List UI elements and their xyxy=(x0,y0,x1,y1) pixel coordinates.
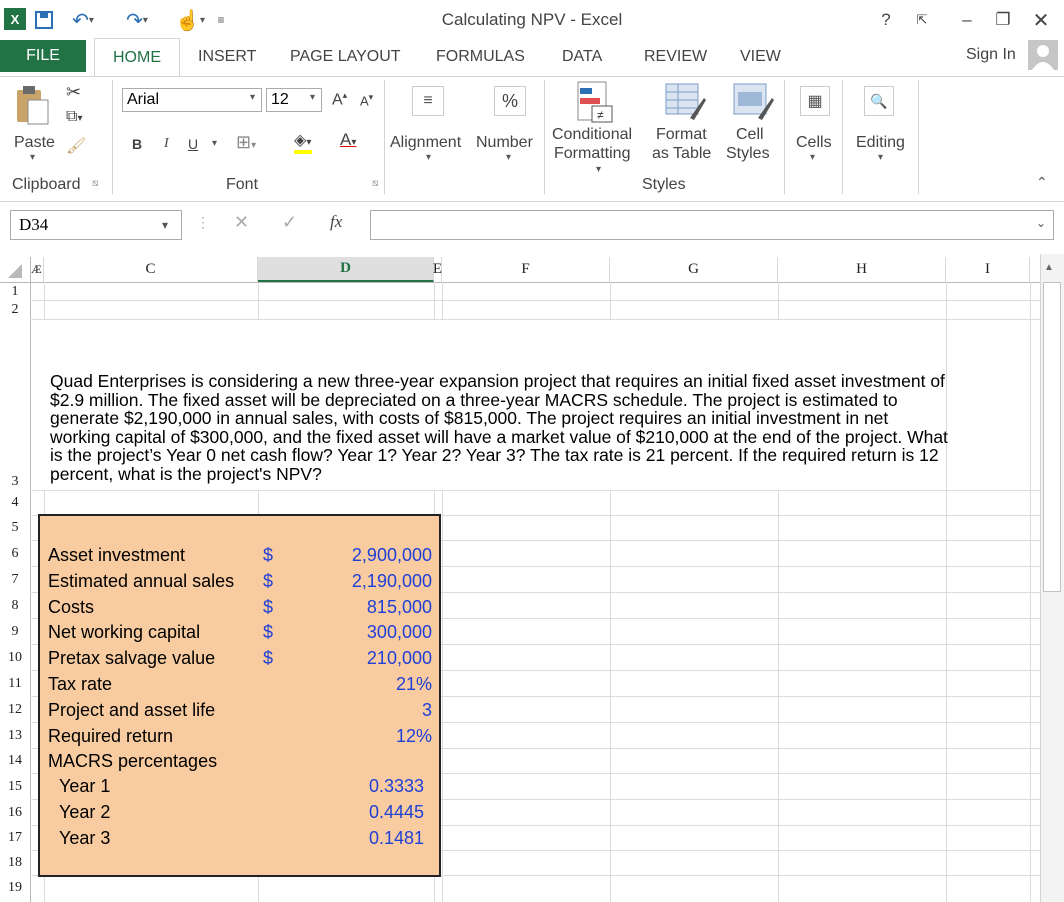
column-header-f[interactable]: F xyxy=(442,257,610,282)
touch-mode-icon[interactable]: ☝ ▾ xyxy=(175,9,205,32)
input-value[interactable]: 0.3333 xyxy=(368,776,424,796)
format-as-table-line1[interactable]: Format xyxy=(656,126,707,143)
separator xyxy=(784,80,785,194)
ribbon-display-options-icon[interactable]: ⇱ xyxy=(916,12,928,27)
row-header[interactable]: 12 xyxy=(8,701,22,717)
fill-color-bar xyxy=(294,150,312,154)
conditional-formatting-line2[interactable]: Formatting xyxy=(554,145,631,162)
paste-dropdown-icon[interactable]: ▾ xyxy=(30,152,36,163)
expand-formula-bar-icon[interactable]: ⌄ xyxy=(1036,216,1047,230)
cell-styles-line2[interactable]: Styles xyxy=(726,145,770,162)
separator xyxy=(842,80,843,194)
row-header-border xyxy=(30,257,31,902)
input-label[interactable]: Project and asset life xyxy=(48,700,216,720)
input-value[interactable]: 0.1481 xyxy=(368,828,424,848)
cut-icon[interactable]: ✂ xyxy=(66,82,82,102)
paste-icon[interactable] xyxy=(14,84,50,126)
row-header[interactable]: 18 xyxy=(8,855,22,870)
minimize-button[interactable]: – xyxy=(962,10,972,29)
column-header-g[interactable]: G xyxy=(610,257,778,282)
cell-styles-icon[interactable] xyxy=(732,82,774,122)
fill-color-icon[interactable]: ◈▾ xyxy=(294,132,312,149)
grid-line xyxy=(30,300,1040,301)
tab-data[interactable]: DATA xyxy=(562,48,603,65)
underline-button[interactable]: U xyxy=(188,136,199,152)
input-label[interactable]: Year 1 xyxy=(59,776,111,796)
user-avatar-icon[interactable] xyxy=(1028,40,1058,70)
help-button[interactable]: ? xyxy=(881,10,891,29)
group-label-styles: Styles xyxy=(642,176,686,193)
input-label[interactable]: Year 3 xyxy=(59,828,111,848)
row-header[interactable]: 4 xyxy=(11,495,19,510)
column-header-e[interactable]: E xyxy=(434,257,442,282)
increase-font-size-icon[interactable]: A▴ xyxy=(332,90,348,109)
decrease-font-size-icon[interactable]: A▾ xyxy=(360,92,374,109)
number-button[interactable]: Number xyxy=(476,134,533,151)
conditional-formatting-icon[interactable] xyxy=(576,80,616,126)
column-header-border xyxy=(0,282,1040,283)
tab-home[interactable]: HOME xyxy=(94,38,180,77)
editing-icon[interactable]: 🔍 xyxy=(864,86,894,116)
tab-formulas[interactable]: FORMULAS xyxy=(436,48,525,65)
tab-page-layout[interactable]: PAGE LAYOUT xyxy=(290,48,401,65)
input-value[interactable]: 0.4445 xyxy=(368,802,424,822)
input-value[interactable]: 3 xyxy=(421,700,432,720)
paste-button[interactable]: Paste xyxy=(14,134,55,151)
row-header[interactable]: 6 xyxy=(11,545,19,561)
currency-symbol: $ xyxy=(263,622,274,642)
column-header-b[interactable]: Æ xyxy=(30,257,44,282)
input-label[interactable]: Net working capital xyxy=(48,622,201,642)
editing-dropdown-icon[interactable]: ▾ xyxy=(878,152,884,163)
clipboard-launcher-icon[interactable]: ⧅ xyxy=(92,178,99,189)
group-label-clipboard: Clipboard xyxy=(12,176,81,193)
font-size-dropdown-icon[interactable]: ▾ xyxy=(310,92,316,103)
input-label[interactable]: Asset investment xyxy=(48,545,186,565)
window-title: Calculating NPV - Excel xyxy=(441,10,623,29)
formula-input[interactable] xyxy=(370,210,1054,240)
font-size-input[interactable]: 12 xyxy=(266,88,322,112)
input-value[interactable]: 2,900,000 xyxy=(351,545,432,565)
alignment-icon[interactable]: ≡ xyxy=(412,86,444,116)
row-header[interactable]: 16 xyxy=(8,804,22,820)
alignment-dropdown-icon[interactable]: ▾ xyxy=(426,152,432,163)
column-header-h[interactable]: H xyxy=(778,257,946,282)
separator xyxy=(112,80,113,194)
row-header[interactable]: 13 xyxy=(8,727,22,743)
select-all-corner[interactable] xyxy=(0,257,30,282)
cell-styles-line1[interactable]: Cell xyxy=(736,126,764,143)
conditional-formatting-line1[interactable]: Conditional xyxy=(552,126,633,143)
input-label[interactable]: Estimated annual sales xyxy=(48,571,235,591)
format-painter-icon[interactable]: 🖌 xyxy=(66,138,87,155)
input-label[interactable]: Year 2 xyxy=(59,802,111,822)
column-header-i[interactable]: I xyxy=(946,257,1030,282)
column-header-c[interactable]: C xyxy=(44,257,258,282)
input-label[interactable]: Tax rate xyxy=(48,674,113,694)
separator xyxy=(544,80,545,194)
input-value[interactable]: 21% xyxy=(395,674,432,694)
conditional-formatting-dropdown-icon[interactable]: ▾ xyxy=(596,164,602,175)
cells-icon[interactable]: ▦ xyxy=(800,86,830,116)
undo-icon[interactable]: ↶ ▾ xyxy=(72,9,94,32)
input-label[interactable]: Pretax salvage value xyxy=(48,648,216,668)
underline-dropdown-icon[interactable]: ▾ xyxy=(212,138,218,149)
problem-statement[interactable]: Quad Enterprises is considering a new three-year expansion project that requires an initial fixed asset investment of $2.9 million. The fixed asset will be depreciated on a three-year MACRS schedule. The project is estimated to generate $2,190,000 in annual sales, with costs of $815,000. The project requires an initial investment in net working capital of $300,000, and the fixed asset will have a market value of $210,000 at the end of the project. What is the project’s Year 0 net cash flow? Year 1? Year 2? Year 3? The tax rate is 21 percent. If the required return is 12 percent, what is the project's NPV? xyxy=(50,371,948,484)
tab-file[interactable]: FILE xyxy=(0,40,86,72)
tab-review[interactable]: REVIEW xyxy=(644,48,708,65)
font-name-dropdown-icon[interactable]: ▾ xyxy=(250,92,256,103)
separator xyxy=(384,80,385,194)
input-value[interactable]: 300,000 xyxy=(366,622,432,642)
editing-button[interactable]: Editing xyxy=(856,134,905,151)
copy-icon[interactable]: ⧉▾ xyxy=(66,108,83,125)
svg-text:≠: ≠ xyxy=(597,108,604,122)
column-header-d[interactable]: D xyxy=(258,257,434,282)
cells-dropdown-icon[interactable]: ▾ xyxy=(810,152,816,163)
format-as-table-icon[interactable] xyxy=(664,82,706,122)
cancel-entry-icon[interactable]: ✕ xyxy=(234,212,250,232)
enter-entry-icon[interactable]: ✓ xyxy=(282,212,298,232)
font-launcher-icon[interactable]: ⧅ xyxy=(372,178,379,189)
scroll-up-icon[interactable]: ▲ xyxy=(1044,262,1054,273)
currency-symbol: $ xyxy=(263,571,274,591)
tab-insert[interactable]: INSERT xyxy=(198,48,257,65)
format-as-table-line2[interactable]: as Table xyxy=(652,145,712,162)
row-header[interactable]: 3 xyxy=(11,474,19,489)
name-box-dropdown-icon[interactable]: ▾ xyxy=(162,218,169,232)
close-button[interactable]: ✕ xyxy=(1032,9,1050,32)
row-header[interactable]: 14 xyxy=(8,753,22,768)
row-header[interactable]: 2 xyxy=(11,302,19,317)
input-label[interactable]: MACRS percentages xyxy=(48,751,218,771)
formula-bar-grip-icon: ⋮ xyxy=(196,214,210,230)
row-header[interactable]: 11 xyxy=(8,675,22,691)
row-header[interactable]: 5 xyxy=(11,520,19,535)
input-value[interactable]: 2,190,000 xyxy=(351,571,432,591)
row-header[interactable]: 1 xyxy=(11,283,19,299)
separator xyxy=(918,80,919,194)
row-header[interactable]: 8 xyxy=(11,597,19,613)
excel-logo-icon[interactable]: X xyxy=(4,8,26,30)
percent-icon[interactable]: % xyxy=(494,86,526,116)
input-value[interactable]: 210,000 xyxy=(366,648,432,668)
name-box[interactable]: D34 xyxy=(10,210,182,240)
row-header[interactable]: 9 xyxy=(11,623,19,639)
insert-function-icon[interactable]: fx xyxy=(330,212,343,231)
input-label[interactable]: Required return xyxy=(48,726,174,746)
row-header[interactable]: 19 xyxy=(8,880,22,895)
redo-icon[interactable]: ↷ ▾ xyxy=(126,9,148,32)
collapse-ribbon-icon[interactable]: ⌃ xyxy=(1036,174,1048,190)
input-label[interactable]: Costs xyxy=(48,597,95,617)
input-value[interactable]: 12% xyxy=(395,726,432,746)
italic-button[interactable]: I xyxy=(164,136,169,151)
borders-icon[interactable]: ⊞▾ xyxy=(236,132,257,152)
currency-symbol: $ xyxy=(263,545,274,565)
input-value[interactable]: 815,000 xyxy=(366,597,432,617)
grid-line xyxy=(30,490,1040,491)
font-color-icon[interactable]: A▾ xyxy=(340,130,357,149)
row-header[interactable]: 17 xyxy=(8,830,22,845)
currency-symbol: $ xyxy=(263,597,274,617)
row-header[interactable]: 10 xyxy=(8,649,22,665)
font-name-input[interactable]: Arial xyxy=(122,88,262,112)
row-header[interactable]: 7 xyxy=(11,571,19,587)
bold-button[interactable]: B xyxy=(132,136,143,152)
currency-symbol: $ xyxy=(263,648,274,668)
alignment-button[interactable]: Alignment xyxy=(390,134,462,151)
cells-button[interactable]: Cells xyxy=(796,134,832,151)
tab-view[interactable]: VIEW xyxy=(740,48,781,65)
customize-quick-access-icon[interactable]: ≡ xyxy=(217,13,225,27)
group-label-font: Font xyxy=(226,176,259,193)
restore-button[interactable]: ❐ xyxy=(995,10,1011,29)
sign-in-link[interactable]: Sign In xyxy=(966,46,1016,63)
number-dropdown-icon[interactable]: ▾ xyxy=(506,152,512,163)
row-header[interactable]: 15 xyxy=(8,778,22,794)
scrollbar-thumb[interactable] xyxy=(1043,282,1061,592)
